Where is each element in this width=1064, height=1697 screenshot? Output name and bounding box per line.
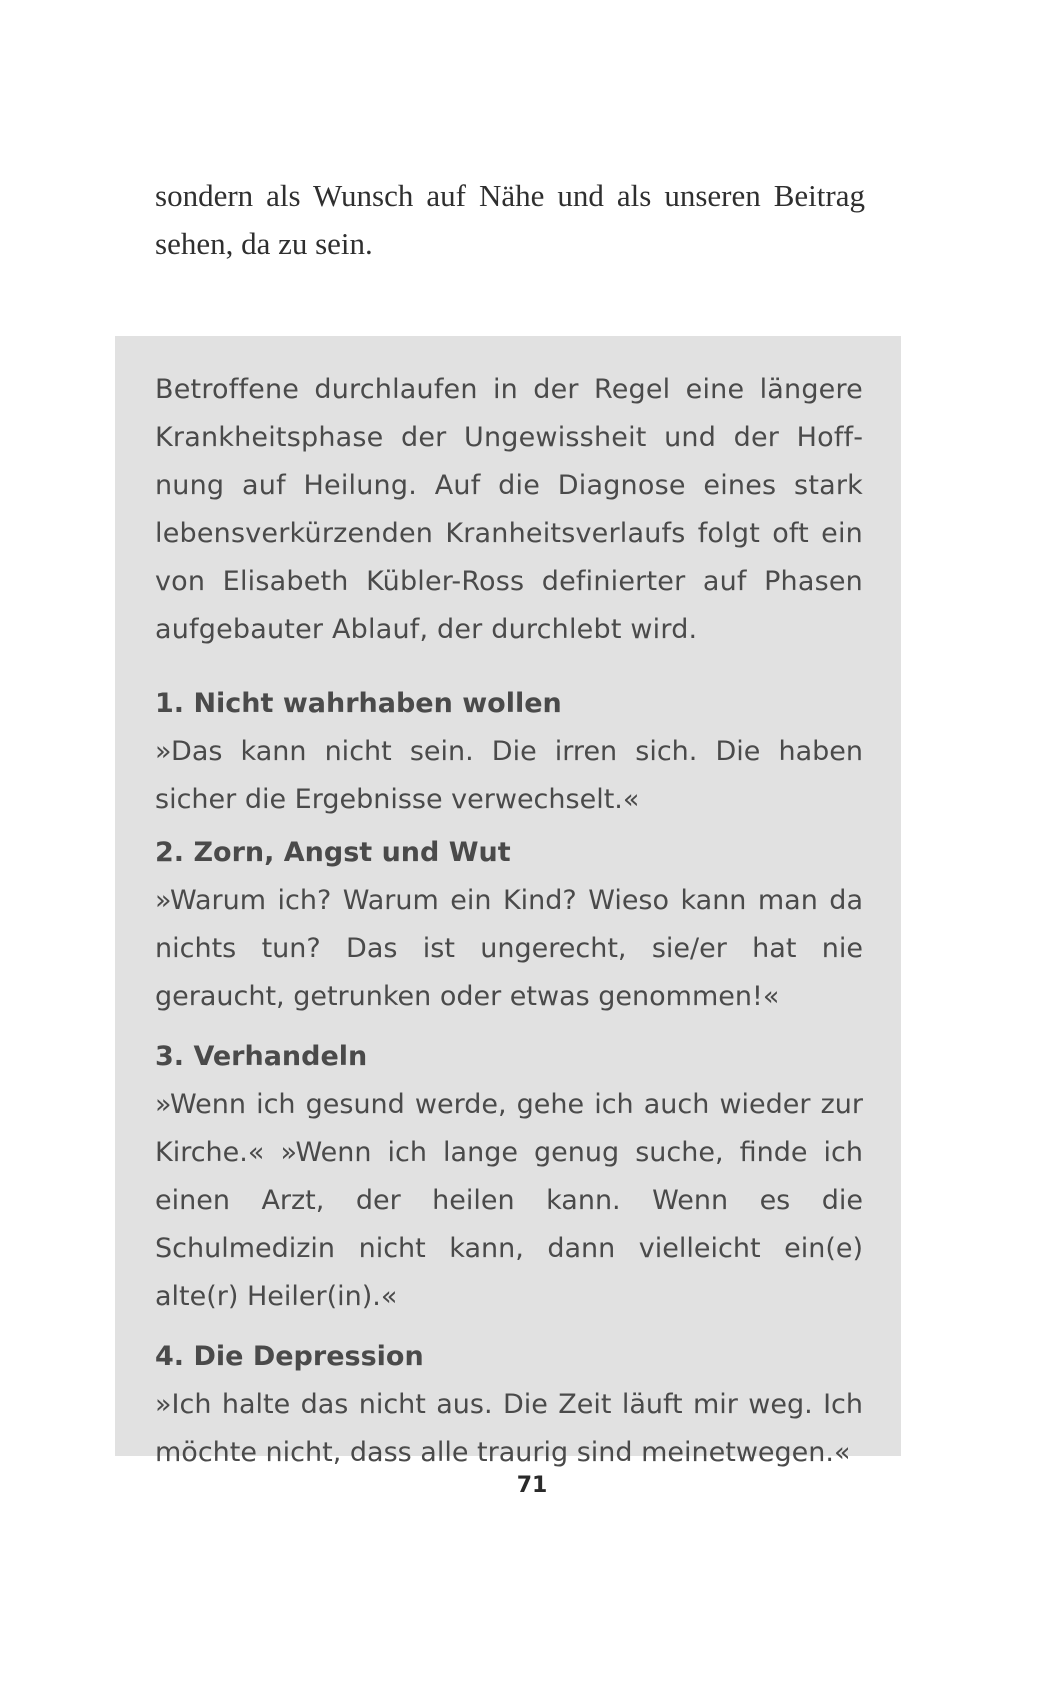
phase-title: 3. Verhandeln <box>155 1041 368 1072</box>
phase-quote: »Wenn ich gesund werde, gehe ich auch wieder zur Kirche.« »Wenn ich lange genug suche, finde ich einen Arzt, der heilen kann. Wenn es die Schulmedizin nicht kann, dann vielleicht ein(e) alte(r) Heiler(in).« <box>155 1089 863 1312</box>
phase-quote: »Das kann nicht sein. Die irren sich. Die haben sicher die Ergebnisse verwechselt.« <box>155 736 863 815</box>
phase-item-1 <box>155 680 863 824</box>
page-number: 71 <box>516 1473 548 1498</box>
phase-quote: »Ich halte das nicht aus. Die Zeit läuft mir weg. Ich möchte nicht, dass alle traurig sind meinetwegen.« <box>155 1389 863 1468</box>
phase-item-2 <box>155 829 863 1021</box>
phase-title: 4. Die Depression <box>155 1341 424 1372</box>
phase-item-3 <box>155 1033 863 1321</box>
info-box-intro: Betroffene durchlaufen in der Regel eine längere Krankheitsphase der Ungewissheit und der Hoffnung auf Heilung. Auf die Diagnose eines stark lebensverkürzenden Kranheitsverlaufs folgt oft ein von Elisabeth Kübler-Ross definierter auf Phasen aufgebauter Ablauf, der durchlebt wird. <box>155 374 863 645</box>
info-box <box>115 336 901 1468</box>
phase-title: 2. Zorn, Angst und Wut <box>155 837 511 868</box>
phase-item-4 <box>155 1333 863 1477</box>
intro-paragraph: sondern als Wunsch auf Nähe und als unseren Beitrag sehen, da zu sein. <box>155 178 865 261</box>
phase-quote: »Warum ich? Warum ein Kind? Wieso kann man da nichts tun? Das ist ungerecht, sie/er hat nie geraucht, getrunken oder etwas genommen!« <box>155 885 863 1012</box>
phase-title: 1. Nicht wahrhaben wollen <box>155 688 562 719</box>
